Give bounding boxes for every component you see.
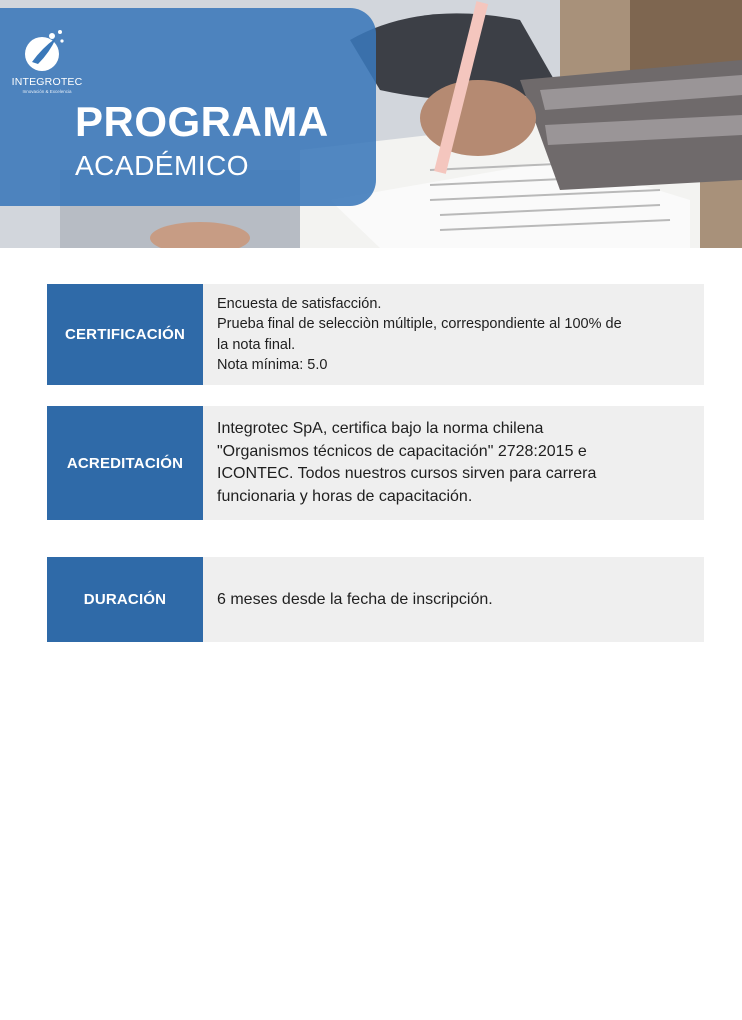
certificacion-line: la nota final. [217, 336, 296, 353]
integrotec-logo [8, 28, 86, 98]
acreditacion-line: Integrotec SpA, certifica bajo la norma chilena [217, 420, 544, 437]
acreditacion-line: "Organismos técnicos de capacitación" 2728:2015 e [217, 442, 587, 460]
brand-tagline: Innovación & Excelencia [22, 89, 72, 94]
certificacion-row [47, 284, 704, 385]
duracion-content [203, 557, 704, 642]
duracion-row [47, 557, 704, 642]
certificacion-content [203, 284, 704, 385]
acreditacion-line: funcionaria y horas de capacitación. [217, 487, 473, 505]
duracion-label: DURACIÓN [47, 557, 203, 642]
hero-banner [0, 0, 742, 248]
duracion-line: 6 meses desde la fecha de inscripción. [217, 590, 493, 608]
logo-mark-icon [22, 28, 68, 74]
acreditacion-content [203, 406, 704, 520]
brand-name: INTEGROTEC [11, 76, 83, 88]
acreditacion-row [47, 406, 704, 520]
page-subtitle: ACADÉMICO [75, 150, 250, 181]
certificacion-line: Nota mínima: 5.0 [217, 357, 328, 373]
acreditacion-label: ACREDITACIÓN [47, 406, 203, 520]
page-title: PROGRAMA [75, 98, 329, 145]
certificacion-line: Encuesta de satisfacción. [217, 295, 382, 312]
certificacion-label: CERTIFICACIÓN [47, 284, 203, 385]
certificacion-line: Prueba final de selecciòn múltiple, correspondiente al 100% de [217, 316, 622, 332]
title-panel [0, 8, 376, 206]
acreditacion-line: ICONTEC. Todos nuestros cursos sirven para carrera [217, 465, 597, 482]
